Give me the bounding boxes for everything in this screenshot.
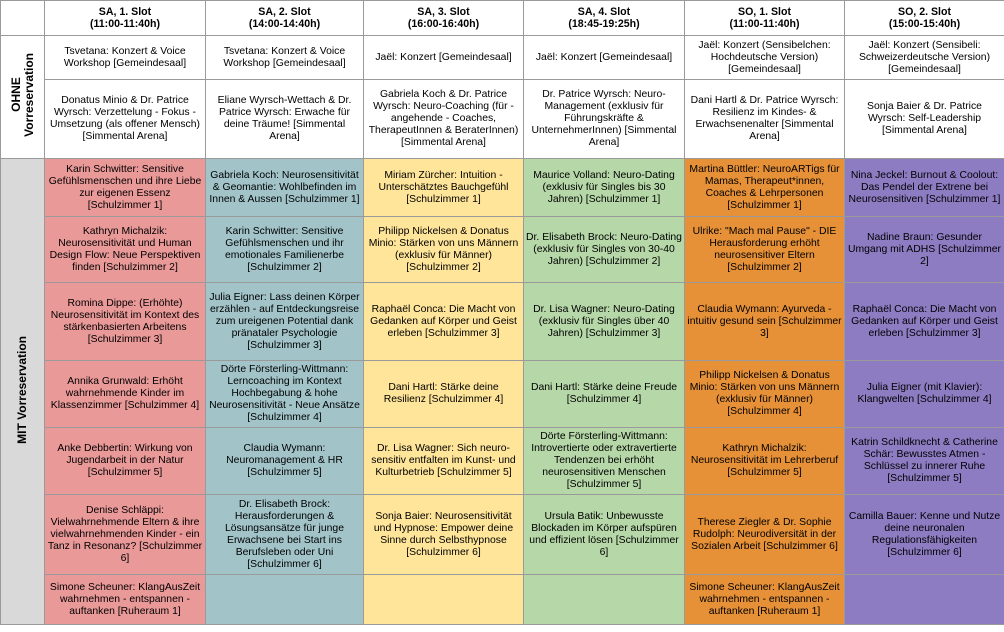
session-cell: Philipp Nickelsen & Donatus Minio: Stärken von uns Männern (exklusiv für Männer) [Schulzimmer 4] xyxy=(685,361,845,428)
session-cell: Claudia Wymann: Ayurveda - intuitiv gesund sein [Schulzimmer 3] xyxy=(685,283,845,361)
session-cell: Simone Scheuner: KlangAusZeit wahrnehmen - entspannen - auftanken [Ruheraum 1] xyxy=(685,575,845,625)
session-cell: Katrin Schildknecht & Catherine Schär: Bewusstes Atmen - Schlüssel zu innerer Ruhe [Schulzimmer 5] xyxy=(845,428,1004,495)
mit-section-label: MIT Vorreservation xyxy=(1,159,45,625)
mit-row xyxy=(1,159,1004,217)
session-cell: Sonja Baier: Neurosensitivität und Hypnose: Empower deine Sinne durch Selbsthypnose [Schulzimmer 6] xyxy=(364,495,524,575)
slot-header: SA, 2. Slot (14:00-14:40h) xyxy=(206,1,364,36)
mit-row xyxy=(1,575,1004,625)
mit-row xyxy=(1,361,1004,428)
session-cell: Gabriela Koch & Dr. Patrice Wyrsch: Neuro-Coaching (für -angehende - Coaches, TherapeutInnen & BeraterInnen) [Simmental Arena] xyxy=(364,80,524,159)
session-cell: Julia Eigner (mit Klavier): Klangwelten [Schulzimmer 4] xyxy=(845,361,1004,428)
session-cell: Gabriela Koch: Neurosensitivität & Geomantie: Wohlbefinden im Innen & Aussen [Schulzimmer 1] xyxy=(206,159,364,217)
session-cell: Nina Jeckel: Burnout & Coolout: Das Pendel der Extrene bei Neurosensitiven [Schulzimmer 1] xyxy=(845,159,1004,217)
session-cell: Kathryn Michalzik: Neurosensitivität im Lehrerberuf [Schulzimmer 5] xyxy=(685,428,845,495)
session-cell: Dr. Elisabeth Brock: Herausforderungen & Lösungsansätze für junge Erwachsene bei Start ins Berufsleben oder Uni [Schulzimmer 6] xyxy=(206,495,364,575)
session-cell: Claudia Wymann: Neuromanagement & HR [Schulzimmer 5] xyxy=(206,428,364,495)
session-cell: Raphaël Conca: Die Macht von Gedanken auf Körper und Geist erleben [Schulzimmer 3] xyxy=(845,283,1004,361)
session-cell: Romina Dippe: (Erhöhte) Neurosensitivität im Kontext des stärkenbasierten Arbeitens [Schulzimmer 3] xyxy=(45,283,206,361)
session-cell: Dr. Patrice Wyrsch: Neuro-Management (exklusiv für Führungskräfte & UnternehmerInnen) [Simmental Arena] xyxy=(524,80,685,159)
session-cell: Dörte Försterling-Wittmann: Introvertierte oder extravertierte Tendenzen bei erhöht neurosensitiven Menschen [Schulzimmer 5] xyxy=(524,428,685,495)
mit-row xyxy=(1,283,1004,361)
session-cell: Dr. Elisabeth Brock: Neuro-Dating (exklusiv für Singles von 30-40 Jahren) [Schulzimmer 2] xyxy=(524,217,685,283)
session-cell: Julia Eigner: Lass deinen Körper erzählen - auf Entdeckungsreise zum ureigenen Potential dank pränataler Psychologie [Schulzimmer 3] xyxy=(206,283,364,361)
session-cell: Eliane Wyrsch-Wettach & Dr. Patrice Wyrsch: Erwache für deine Träume! [Simmental Arena] xyxy=(206,80,364,159)
slot-header: SA, 4. Slot (18:45-19:25h) xyxy=(524,1,685,36)
mit-row xyxy=(1,217,1004,283)
session-cell: Philipp Nickelsen & Donatus Minio: Stärken von uns Männern (exklusiv für Männer) [Schulzimmer 2] xyxy=(364,217,524,283)
session-cell xyxy=(524,575,685,625)
session-cell: Anke Debbertin: Wirkung von Jugendarbeit in der Natur [Schulzimmer 5] xyxy=(45,428,206,495)
header-row xyxy=(1,1,1004,36)
session-cell xyxy=(364,575,524,625)
session-cell: Jaël: Konzert (Sensibeli: Schweizerdeutsche Version) [Gemeindesaal] xyxy=(845,36,1004,80)
slot-header: SA, 3. Slot (16:00-16:40h) xyxy=(364,1,524,36)
session-cell xyxy=(845,575,1004,625)
ohne-section-label: OHNE Vorreservation xyxy=(1,36,45,159)
session-cell: Dani Hartl & Dr. Patrice Wyrsch: Resilienz im Kindes- & Erwachsenenalter [Simmental Arena] xyxy=(685,80,845,159)
corner-cell xyxy=(1,1,45,36)
slot-header: SO, 2. Slot (15:00-15:40h) xyxy=(845,1,1004,36)
session-cell: Camilla Bauer: Kenne und Nutze deine neuronalen Regulationsfähigkeiten [Schulzimmer 6] xyxy=(845,495,1004,575)
session-cell: Jaël: Konzert (Sensibelchen: Hochdeutsche Version) [Gemeindesaal] xyxy=(685,36,845,80)
session-cell: Donatus Minio & Dr. Patrice Wyrsch: Verzettelung - Fokus - Umsetzung (als offener Mensch) [Simmental Arena] xyxy=(45,80,206,159)
mit-row xyxy=(1,495,1004,575)
session-cell: Dani Hartl: Stärke deine Resilienz [Schulzimmer 4] xyxy=(364,361,524,428)
session-cell: Dani Hartl: Stärke deine Freude [Schulzimmer 4] xyxy=(524,361,685,428)
session-cell: Martina Büttler: NeuroARTigs für Mamas, Therapeut*innen, Coaches & Lehrpersonen [Schulzimmer 1] xyxy=(685,159,845,217)
session-cell: Kathryn Michalzik: Neurosensitivität und Human Design Flow: Neue Perspektiven finden [Schulzimmer 2] xyxy=(45,217,206,283)
session-cell: Maurice Volland: Neuro-Dating (exklusiv für Singles bis 30 Jahren) [Schulzimmer 1] xyxy=(524,159,685,217)
session-cell: Ulrike: "Mach mal Pause" - DIE Herausforderung erhöht neurosensitiver Eltern [Schulzimmer 2] xyxy=(685,217,845,283)
mit-row xyxy=(1,428,1004,495)
session-cell: Denise Schläppi: Vielwahrnehmende Eltern & ihre vielwahrnehmenden Kinder - ein Tanz in Resonanz? [Schulzimmer 6] xyxy=(45,495,206,575)
session-cell: Therese Ziegler & Dr. Sophie Rudolph: Neurodiversität in der Sozialen Arbeit [Schulzimmer 6] xyxy=(685,495,845,575)
session-cell: Tsvetana: Konzert & Voice Workshop [Gemeindesaal] xyxy=(206,36,364,80)
session-cell: Ursula Batik: Unbewusste Blockaden im Körper aufspüren und effizient lösen [Schulzimmer 6] xyxy=(524,495,685,575)
slot-header: SO, 1. Slot (11:00-11:40h) xyxy=(685,1,845,36)
session-cell: Karin Schwitter: Sensitive Gefühlsmenschen und ihr emotionales Familienerbe [Schulzimmer 2] xyxy=(206,217,364,283)
session-cell: Dr. Lisa Wagner: Neuro-Dating (exklusiv für Singles über 40 Jahren) [Schulzimmer 3] xyxy=(524,283,685,361)
session-cell: Simone Scheuner: KlangAusZeit wahrnehmen - entspannen - auftanken [Ruheraum 1] xyxy=(45,575,206,625)
session-cell: Raphaël Conca: Die Macht von Gedanken auf Körper und Geist erleben [Schulzimmer 3] xyxy=(364,283,524,361)
session-cell: Tsvetana: Konzert & Voice Workshop [Gemeindesaal] xyxy=(45,36,206,80)
session-cell: Dr. Lisa Wagner: Sich neuro-sensitiv entfalten im Kunst- und Kulturbetrieb [Schulzimmer 5] xyxy=(364,428,524,495)
session-cell: Annika Grunwald: Erhöht wahrnehmende Kinder im Klassenzimmer [Schulzimmer 4] xyxy=(45,361,206,428)
session-cell: Sonja Baier & Dr. Patrice Wyrsch: Self-Leadership [Simmental Arena] xyxy=(845,80,1004,159)
slot-header: SA, 1. Slot (11:00-11:40h) xyxy=(45,1,206,36)
session-cell: Dörte Försterling-Wittmann: Lerncoaching im Kontext Hochbegabung & hohe Neurosensitivität - Neue Ansätze [Schulzimmer 4] xyxy=(206,361,364,428)
session-cell xyxy=(206,575,364,625)
ohne-row xyxy=(1,36,1004,80)
session-cell: Jaël: Konzert [Gemeindesaal] xyxy=(364,36,524,80)
session-cell: Karin Schwitter: Sensitive Gefühlsmenschen und ihre Liebe zur eigenen Essenz [Schulzimmer 1] xyxy=(45,159,206,217)
session-cell: Nadine Braun: Gesunder Umgang mit ADHS [Schulzimmer 2] xyxy=(845,217,1004,283)
ohne-row xyxy=(1,80,1004,159)
session-cell: Miriam Zürcher: Intuition - Unterschätztes Bauchgefühl [Schulzimmer 1] xyxy=(364,159,524,217)
session-cell: Jaël: Konzert [Gemeindesaal] xyxy=(524,36,685,80)
